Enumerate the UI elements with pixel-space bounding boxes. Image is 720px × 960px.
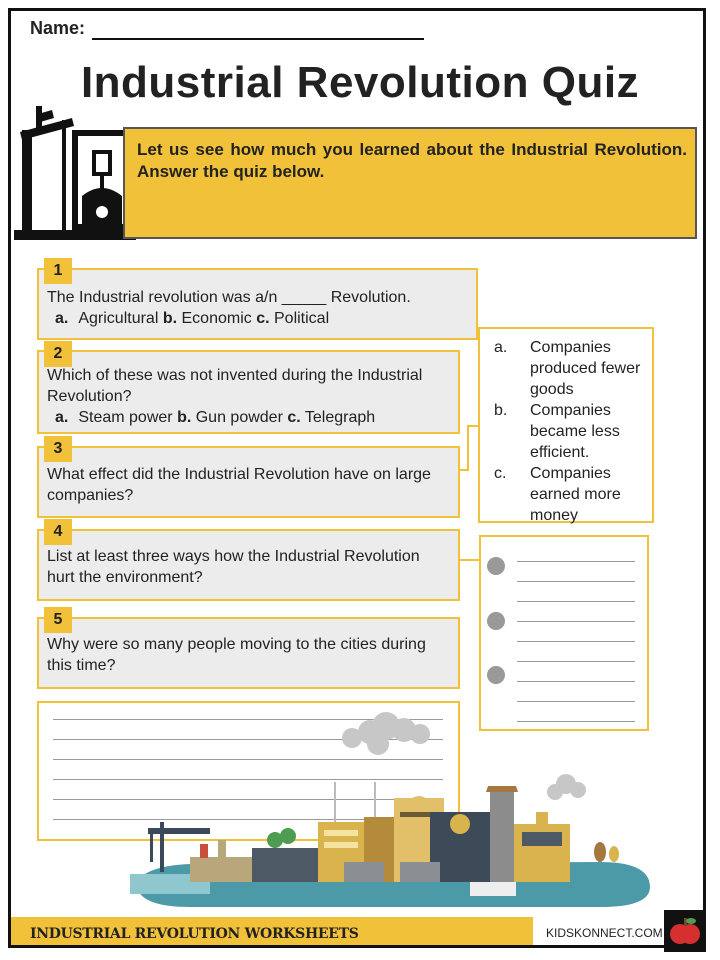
question-2-box [37, 350, 460, 434]
bullet-line[interactable] [517, 701, 635, 702]
q3-choice-c[interactable] [494, 463, 646, 526]
q3-choice-b-letter: b. [494, 402, 508, 419]
bullet-line[interactable] [517, 681, 635, 682]
q3-choice-a[interactable] [494, 337, 646, 400]
question-1-options [47, 308, 468, 329]
question-2-number: 2 [44, 341, 72, 367]
q3-choice-b-text: Companies became less efficient. [530, 402, 620, 461]
question-5-box [37, 617, 460, 689]
bullet-dot-1 [487, 557, 505, 575]
bullet-line[interactable] [517, 621, 635, 622]
bullet-line[interactable] [517, 581, 635, 582]
q2-option-a[interactable]: Steam power [78, 409, 173, 426]
q3-choice-c-text: Companies earned more money [530, 465, 621, 524]
q4-answer-bullets [479, 535, 649, 731]
q3-choice-a-letter: a. [494, 339, 508, 356]
q1-option-a[interactable]: Agricultural [78, 310, 159, 327]
q3-choice-c-letter: c. [494, 465, 507, 482]
q3-choice-a-text: Companies produced fewer goods [530, 339, 641, 398]
question-2-text: Which of these was not invented during the Industrial Revolution? [47, 367, 423, 405]
apple-logo-icon [664, 910, 706, 952]
q2-option-c[interactable]: Telegraph [304, 409, 376, 426]
q2-option-c-label: c. [287, 409, 301, 426]
page-title: Industrial Revolution Quiz [80, 58, 640, 107]
bullet-line[interactable] [517, 601, 635, 602]
question-5-text: Why were so many people moving to the cities during this time? [47, 636, 426, 674]
site-label[interactable]: KIDSKONNECT.COM [546, 926, 663, 940]
q3-choices-box [478, 327, 654, 523]
question-3-box [37, 446, 460, 518]
question-1-number: 1 [44, 258, 72, 284]
q2-option-b-label: b. [177, 409, 192, 426]
q3-choice-b[interactable] [494, 400, 646, 463]
q2-option-b[interactable]: Gun powder [195, 409, 283, 426]
question-1-box [37, 268, 478, 340]
pump-jack-illustration [12, 100, 138, 242]
footer-label: INDUSTRIAL REVOLUTION WORKSHEETS [30, 926, 359, 942]
q1-option-c[interactable]: Political [274, 310, 330, 327]
bullet-dot-2 [487, 612, 505, 630]
question-5-number: 5 [44, 607, 72, 633]
name-label: Name: [30, 18, 86, 38]
bullet-line[interactable] [517, 661, 635, 662]
factory-illustration [130, 712, 660, 912]
name-input-line[interactable] [92, 38, 424, 40]
q1-option-b-label: b. [162, 310, 178, 327]
question-4-box [37, 529, 460, 601]
intro-box: Let us see how much you learned about the Industrial Revolution. Answer the quiz below. [123, 127, 697, 239]
q2-option-a-label: a. [55, 409, 69, 426]
bullet-dot-3 [487, 666, 505, 684]
bullet-line[interactable] [517, 561, 635, 562]
question-3-text: What effect did the Industrial Revolution have on large companies? [47, 466, 431, 504]
q1-option-c-label: c. [256, 310, 270, 327]
bullet-line[interactable] [517, 641, 635, 642]
q1-option-b[interactable]: Economic [181, 310, 252, 327]
q1-option-a-label: a. [55, 310, 69, 327]
question-4-text: List at least three ways how the Industrial Revolution hurt the environment? [47, 548, 420, 586]
question-2-options [47, 407, 450, 428]
question-4-number: 4 [44, 519, 72, 545]
question-1-text: The Industrial revolution was a/n _____ Revolution. [47, 289, 411, 306]
question-3-number: 3 [44, 436, 72, 462]
